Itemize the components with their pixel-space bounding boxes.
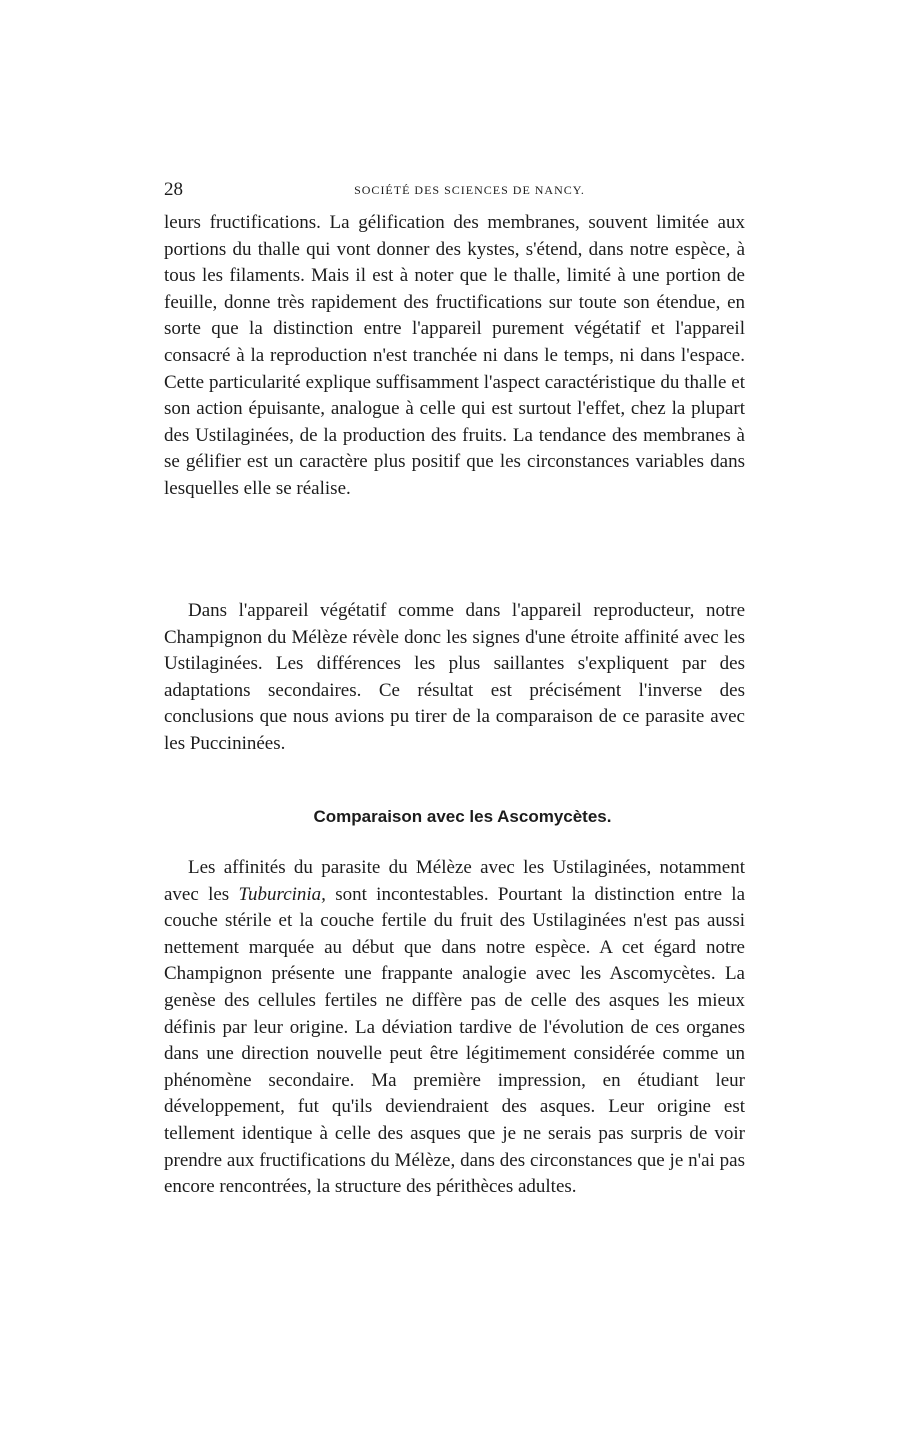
paragraph-ascomycetes — [164, 855, 745, 1201]
paragraph-conclusion — [164, 598, 745, 758]
page-number: 28 — [164, 179, 183, 200]
running-title: SOCIÉTÉ DES SCIENCES DE NANCY. — [354, 183, 585, 197]
paragraph-text-start: Les affinités du parasite du Mélèze avec les Ustilaginées, notamment avec les — [164, 857, 745, 905]
paragraph-text — [164, 855, 745, 1201]
section-heading: Comparaison avec les Ascomycètes. — [313, 807, 612, 826]
paragraph-continuation — [164, 210, 745, 503]
genus-name-italic: Tuburcinia, — [238, 883, 326, 905]
paragraph-text: Dans l'appareil végétatif comme dans l'appareil reproducteur, notre Champignon du Mélèze révèle donc les signes d'une étroite affinité avec les Ustilaginées. Les différences les plus saillantes s'expliquent par des adaptations secondaires. Ce résultat est précisément l'inverse des conclusions que nous avions pu tirer de la comparaison de ce parasite avec les Puccininées. — [164, 600, 745, 754]
paragraph-text: leurs fructifications. La gélification des membranes, souvent limitée aux portions du thalle qui vont donner des kystes, s'étend, dans notre espèce, à tous les filaments. Mais il est à noter que le thalle, limité à une portion de feuille, donne très rapidement des fructifications sur toute son étendue, en sorte que la distinction entre l'appareil purement végétatif et l'appareil consacré à la reproduction n'est tranchée ni dans le temps, ni dans l'espace. Cette particularité explique suffisamment l'aspect caractéristique du thalle et son action épuisante, analogue à celle qui est surtout l'effet, chez la plupart des Ustilaginées, de la production des fruits. La tendance des membranes à se gélifier est un caractère plus positif que les circonstances variables dans lesquelles elle se réalise. — [164, 212, 745, 499]
running-head — [164, 178, 745, 202]
paragraph-text-rest: sont incontestables. Pourtant la distinction entre la couche stérile et la couche fertile du fruit des Ustilaginées n'est pas aussi nettement marquée au début que dans notre espèce. A cet égard notre Champignon présente une frappante analogie avec les Ascomycètes. La genèse des cellules fertiles ne diffère pas de celle des asques les mieux définis par leur origine. La déviation tardive de l'évolution de ces organes dans une direction nouvelle peut être légitimement considérée comme un phénomène secondaire. Ma première impression, en étudiant leur développement, fut qu'ils deviendraient des asques. Leur origine est tellement identique à celle des asques que je ne serais pas surpris de voir prendre aux fructifications du Mélèze, dans des circonstances que je n'ai pas encore rencontrées, la structure des périthèces adultes. — [164, 883, 746, 1198]
